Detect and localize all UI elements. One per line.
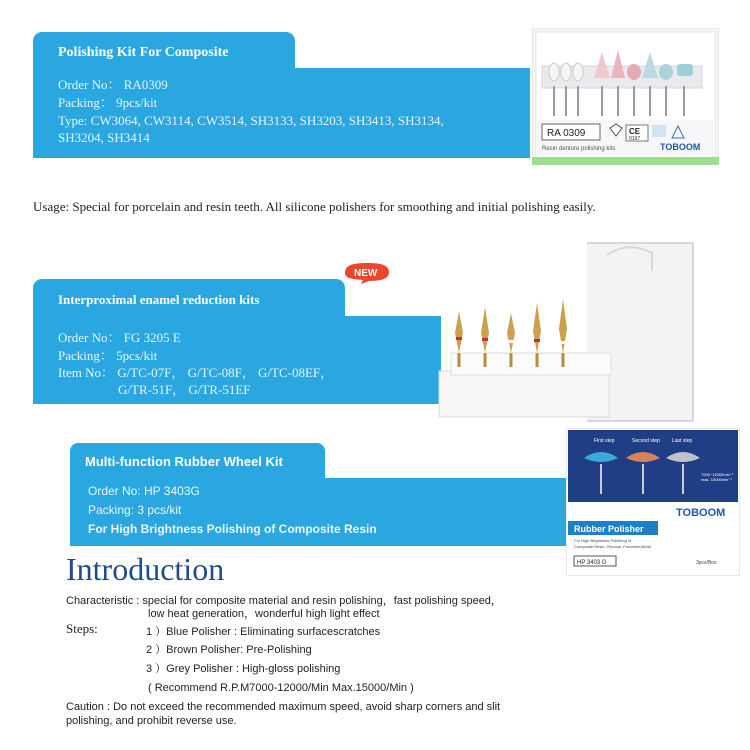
introduction-title: Introduction: [66, 551, 225, 587]
section2-items-line1: Item No： G/TC-07F， G/TC-08F， G/TC-08EF，: [58, 365, 334, 380]
svg-text:Second step: Second step: [632, 438, 660, 444]
usage-text: Usage: Special for porcelain and resin teeth. All silicone polishers for smoothing and initial polishing easily.: [33, 199, 596, 214]
section1-title: Polishing Kit For Composite: [58, 45, 229, 60]
svg-text:CE: CE: [629, 127, 641, 136]
characteristic-line2: low heat generation，wonderful high light effect: [148, 608, 380, 620]
section1-type-line1: Type: CW3064, CW3114, CW3514, SH3133, SH3203, SH3413, SH3134,: [58, 113, 444, 128]
step-3: 3 ）Grey Polisher : High-gloss polishing: [146, 663, 341, 675]
rubber-polisher-box-image: [566, 428, 740, 576]
svg-text:max. 15000min⁻¹: max. 15000min⁻¹: [701, 477, 732, 482]
svg-text:NEW: NEW: [354, 268, 378, 279]
section2-items-line2: G/TR-51F， G/TR-51EF: [118, 382, 251, 397]
polishing-kit-product-image: [532, 28, 719, 165]
section1-type-line2: SH3204, SH3414: [58, 130, 150, 145]
svg-text:Rubber Polisher: Rubber Polisher: [574, 524, 644, 534]
section2-order-no: Order No： FG 3205 E: [58, 330, 181, 345]
new-badge: [343, 261, 391, 285]
svg-text:3pcs/Box: 3pcs/Box: [696, 560, 717, 566]
step-2: 2 ）Brown Polisher: Pre-Polishing: [146, 644, 312, 656]
svg-text:TOBOOM: TOBOOM: [676, 507, 726, 519]
caution-line1: Caution : Do not exceed the recommended maximum speed, avoid sharp corners and slit: [66, 701, 501, 713]
product-label-text: RA 0309: [547, 128, 586, 139]
section1-packing: Packing： 9pcs/kit: [58, 95, 158, 110]
reduction-kit-product-image: [437, 241, 695, 424]
section3-feature: For High Brightness Polishing of Composite Resin: [88, 522, 377, 536]
section2-packing: Packing： 5pcs/kit: [58, 348, 158, 363]
svg-text:For High Brightness Polishing: For High Brightness Polishing of: [574, 538, 632, 543]
svg-text:0197: 0197: [629, 136, 641, 142]
section2-title: Interproximal enamel reduction kits: [58, 292, 260, 307]
section3-title: Multi-function Rubber Wheel Kit: [85, 454, 283, 469]
svg-text:TOBOOM: TOBOOM: [660, 142, 701, 152]
section1-order-no: Order No： RA0309: [58, 77, 168, 92]
recommend-rpm: ( Recommend R.P.M7000-12000/Min Max.15000/Min ): [148, 682, 414, 694]
svg-text:First step: First step: [594, 438, 615, 444]
characteristic-line1: Characteristic : special for composite material and resin polishing，fast polishing speed，: [66, 595, 502, 607]
svg-text:Composite Resin, Zirconia, Por: Composite Resin, Zirconia, Porcelain,Metal: [574, 544, 651, 549]
section3-packing: Packing: 3 pcs/kit: [88, 503, 182, 517]
svg-text:7000~12000min⁻¹: 7000~12000min⁻¹: [701, 472, 734, 477]
svg-text:HP 3403 G: HP 3403 G: [577, 560, 607, 566]
section3-order-no: Order No: HP 3403G: [88, 484, 200, 498]
caution-line2: polishing, and prohibit reverse use.: [66, 715, 237, 727]
steps-label: Steps:: [66, 621, 98, 636]
svg-text:Last step: Last step: [672, 438, 693, 444]
step-1: 1 ）Blue Polisher : Eliminating surfacescratches: [146, 626, 381, 638]
svg-text:Resin denture polishing kits: Resin denture polishing kits: [542, 146, 616, 152]
